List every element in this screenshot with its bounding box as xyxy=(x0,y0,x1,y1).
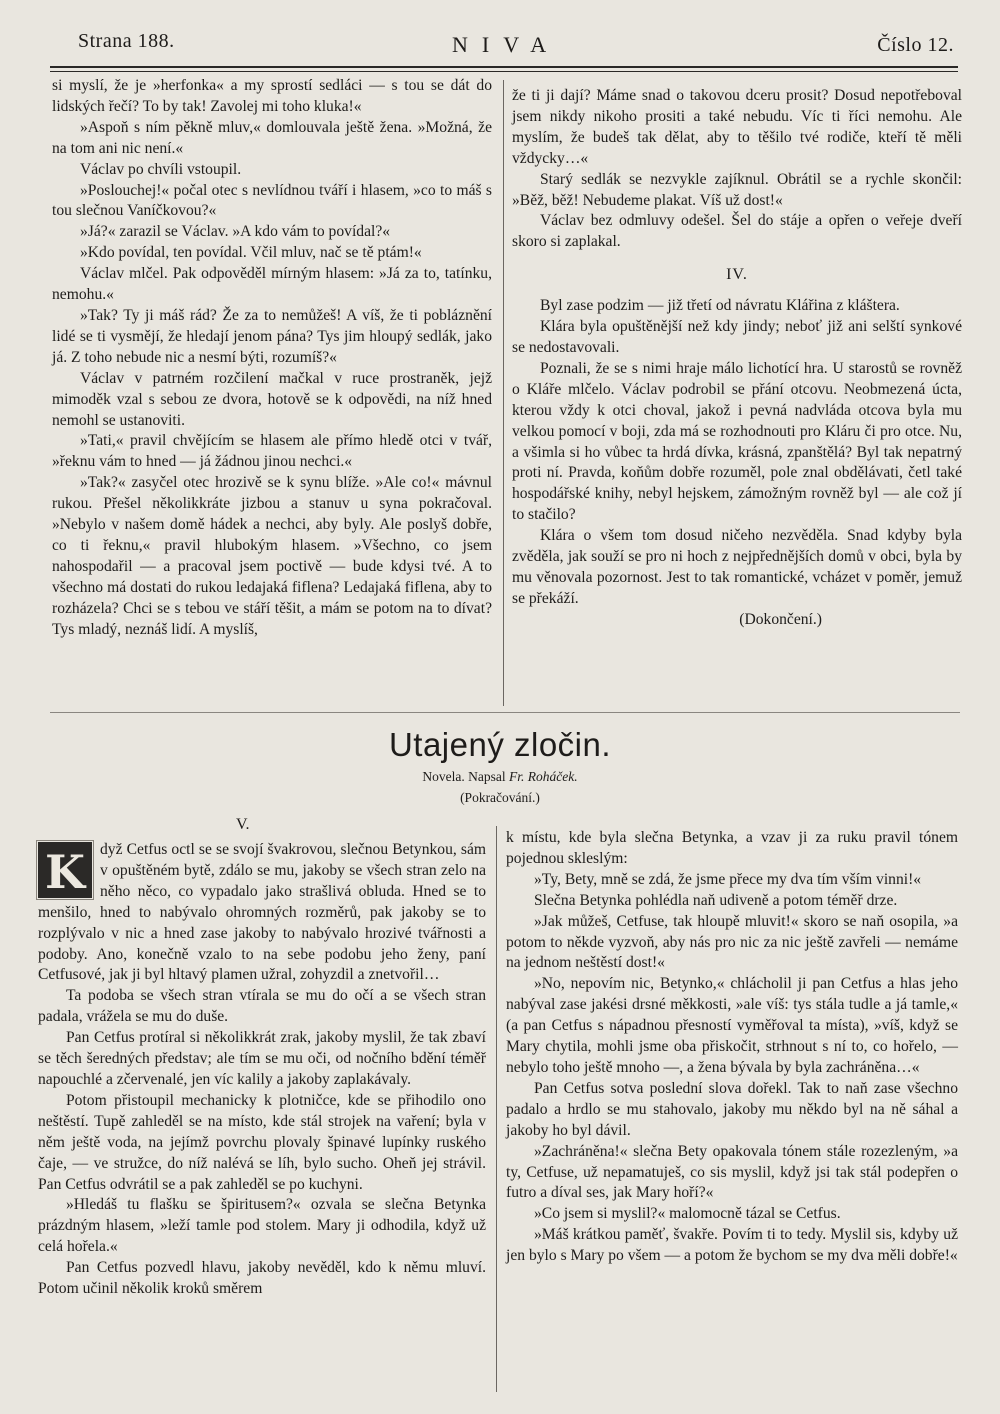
paragraph: Václav mlčel. Pak odpověděl mírným hlasem: »Já za to, tatínku, nemohu.« xyxy=(52,265,492,304)
page-number: Strana 188. xyxy=(78,30,175,52)
byline-prefix: Novela. Napsal xyxy=(422,769,506,784)
paragraph: »Hledáš tu flašku se špiritusem?« ozvala se slečna Betynka prázdným hlasem, »leží tamle pod stolem. Mary ji odhodila, když už celá hořela.« xyxy=(38,1196,486,1256)
paragraph: Potom přistoupil mechanicky k plotničce, kde se přihodilo ono neštěstí. Tupě zahleděl se na místo, kde stál strojek na vaření; byla v něm ještě voda, na jejímž povrchu plovaly špinavé lupínky ruského čaje, — ve stružce, do níž nalévá se líh, bylo sucho. Oheň jej strávil. Pan Cetfus odvrátil se a pak zahleděl se po kuchyni. xyxy=(38,1091,486,1193)
paragraph: Slečna Betynka pohlédla naň udiveně a potom téměř drze. xyxy=(534,891,898,909)
paragraph: Václav po chvíli vstoupil. xyxy=(80,160,242,178)
paragraph: »No, nepovím nic, Betynko,« chlácholil ji pan Cetfus a hlas jeho nabýval zase jakési drsné měkkosti, »ale víš: tys stála tudle a já tamle,« (a pan Cetfus s nápadnou přesností vyměřoval ta místa), »víš, když se Mary chytila, mohli jsme oba přiskočit, strhnout s ní to, co hořelo, — nebylo toho ještě mnoho —, a žena bývala by byla zachráněna…« xyxy=(506,975,958,1076)
issue-number: Číslo 12. xyxy=(877,34,954,56)
paragraph: Byl zase podzim — již třetí od návratu Klářina z kláštera. xyxy=(540,297,900,315)
paragraph: »Tak?« zasyčel otec hrozivě se k synu blíže. »Ale co!« mávnul rukou. Přešel několikkráte jizbou a stanuv u syna pokračoval. »Nebylo v našem domě hádek a nechci, aby byly. Ale poslyš dobře, co ti řeknu,« pravil hlubokým hlasem. »Všechno, co jsem nahospodařil — a pracoval jsem poctivě — bude kdysi tvé. A to všechno má dostati do rukou ledajaká fiflena? Ledajaká fiflena, aby to rozházela? Chci se s tebou ve stáří těšit, a mám se potom na to dívat? Tys mladý, neznáš lidí. A myslíš, xyxy=(52,474,492,638)
paragraph: »Tati,« pravil chvějícím se hlasem ale přímo hledě otci v tvář, »řeknu vám to hned — já žádnou jinou nechci.« xyxy=(52,432,492,471)
column-divider xyxy=(503,80,504,706)
paragraph: »Zachráněna!« slečna Bety opakovala tónem stále rozezleným, »a ty, Cetfuse, už nepamatuješ, co sis myslil, když jsi tak stál podepřen o futro a díval ses, jak Mary hoří?« xyxy=(506,1142,958,1202)
publication-title: NIVA xyxy=(452,32,561,57)
section-number: IV. xyxy=(726,266,748,284)
article-first-paragraph xyxy=(38,840,486,986)
paragraph: »Ty, Bety, mně se zdá, že jsme přece my dva tím vším vinni!« xyxy=(534,870,922,888)
paragraph: »Máš krátkou paměť, švakře. Povím ti to tedy. Myslil sis, kdyby už jen bylo s Mary po všem — a potom že bychom se my dva měli dobře!« xyxy=(506,1226,958,1265)
paragraph: Poznali, že se s nimi hraje málo lichotící hra. U starostů se rovněž o Kláře mlčelo. Václav podrobil se přání otcovu. Neobmezená úcta, kterou vždy k otci choval, jakož i pevná nadvláda otcova byla mu velkou pomocí v boji, zda má se rozhodnouti pro Kláru či pro otce. Nu, a všimla si ho vůbec ta hrdá dívka, krásná, zpanštělá? Byl tak nepatrný proti ní. Pravda, koňům dobře rozuměl, pole znal obdělávati, četl také hospodářské knihy, nebyl hejskem, zámožným rovněž byl — ale což jí to stačilo? xyxy=(512,359,962,524)
paragraph: »Jak můžeš, Cetfuse, tak hloupě mluvit!« skoro se naň osopila, »a potom to někde vyzvoň, aby nás pro nic za nic ještě zavřeli — nemáme na jednom neštěstí dost!« xyxy=(506,912,958,972)
page-header xyxy=(78,30,954,64)
paragraph: »Tak? Ty ji máš rád? Že za to nemůžeš! A víš, že ti pobláznění lidé se ti vysmějí, že hledají jenom pána? Tys jim hloupý sedlák, jako já. Z toho nebude nic a nesmí býti, rozumíš?« xyxy=(52,306,492,366)
paragraph: »Já?« zarazil se Václav. »A kdo vám to povídal?« xyxy=(80,223,391,241)
paragraph: Václav bez odmluvy odešel. Šel do stáje a opřen o veřeje dveří skoro si zaplakal. xyxy=(512,212,962,251)
header-rule-thin xyxy=(50,71,958,72)
paragraph: »Aspoň s ním pěkně mluv,« domlouvala ještě žena. »Možná, že na tom ani nic není.« xyxy=(52,118,492,157)
conclusion-note: (Dokončení.) xyxy=(739,610,822,628)
dropcap-letter: K xyxy=(38,842,92,898)
paragraph: »Poslouchej!« počal otec s nevlídnou tváří i hlasem, »co to máš s tou slečnou Vaníčkovou?« xyxy=(52,181,492,220)
section-rule xyxy=(50,712,960,713)
paragraph: že ti ji dají? Máme snad o takovou dceru prosit? Dosud nepotřeboval jsem nikdy nikoho prositi a také nebudu. Víc ti říci nemohu. Ale myslím, že budeš tak dělat, aby to těšilo tvé rodiče, kteří tě měli vždycky…« xyxy=(512,87,962,167)
author-name: Fr. Roháček. xyxy=(509,769,578,784)
article-title: Utajený zločin. xyxy=(388,726,612,763)
column-bottom-right xyxy=(506,828,958,1267)
paragraph: »Co jsem si myslil?« malomocně tázal se Cetfus. xyxy=(534,1205,841,1223)
column-top-left xyxy=(52,76,492,640)
chapter-number: V. xyxy=(236,816,250,833)
paragraph: si myslí, že je »herfonka« a my sprostí sedláci — s tou se dát do lidských řečí? To by tak! Zavolej mi toho kluka!« xyxy=(52,77,492,115)
paragraph: »Kdo povídal, ten povídal. Včil mluv, nač se tě ptám!« xyxy=(80,244,422,262)
paragraph: Starý sedlák se nezvykle zajíknul. Obrátil se a rychle skončil: »Běž, běž! Nebudeme plakat. Víš už dost!« xyxy=(512,170,962,209)
paragraph: Klára byla opuštěnější než kdy jindy; neboť již ani selští synkové se nedostavovali. xyxy=(512,318,962,356)
paragraph: Václav v patrném rozčilení mačkal v ruce prostraněk, jejž mimoděk vzal s sebou ze dvora, hotově se k odpovědi, na níž hned nemohl se ustanoviti. xyxy=(52,369,492,429)
paragraph: Pan Cetfus protíral si několikkrát zrak, jakoby myslil, že tak zbaví se těch šeredných představ; ale tím se mu oči, od nočního bdění téměř napouchlé a zčervenalé, jen víc kalily a jakoby zaplakávaly. xyxy=(38,1029,486,1088)
column-top-right xyxy=(512,86,962,631)
paragraph: k místu, kde byla slečna Betynka, a vzav ji za ruku pravil tónem pojednou skleslým: xyxy=(506,829,958,867)
paragraph: Pan Cetfus sotva poslední slova dořekl. Tak to naň zase všechno padalo a hrdlo se mu stahovalo, jakoby mu někdo byl na ně sáhal a jakoby ho byl dávil. xyxy=(506,1079,958,1139)
paragraph: Ta podoba se všech stran vtírala se mu do očí a se všech stran padala, vrážela se mu do duše. xyxy=(38,987,486,1026)
column-bottom-left xyxy=(38,840,486,1300)
continuation-note: (Pokračování.) xyxy=(460,790,540,805)
header-rule xyxy=(50,66,958,68)
article-byline xyxy=(0,768,1000,786)
first-paragraph-text: dyž Cetfus octl se se svojí švakrovou, slečnou Betynkou, sám v opuštěném bytě, zdálo se mu, jakoby se všech stran zelo na něho něco, co vypadalo jako strašlivá obluda. Hned se to menšilo, hned to nabývalo ohromných rozměrů, pak jakoby se to rozplývalo v nic a hned zase jakoby to nabývalo hrozivé tvářnosti a podoby. Ano, konečně vzalo to na sebe podobu jeho ženy, paní Cetfusové, jak ji byl hltavý plamen užral, zohyzdil a znetvořil… xyxy=(38,841,486,984)
paragraph: Pan Cetfus pozvedl hlavu, jakoby nevěděl, kdo k němu mluví. Potom učinil několik kroků směrem xyxy=(38,1259,486,1298)
column-divider-bottom xyxy=(496,826,497,1392)
paragraph: Klára o všem tom dosud ničeho nezvěděla. Snad kdyby byla zvěděla, jak souží se pro ni hoch z nejpřednějších domů v obci, byla by mu věnovala pozornost. Jest to tak romantické, vcházet v poměr, jemuž se překáží. xyxy=(512,527,962,607)
